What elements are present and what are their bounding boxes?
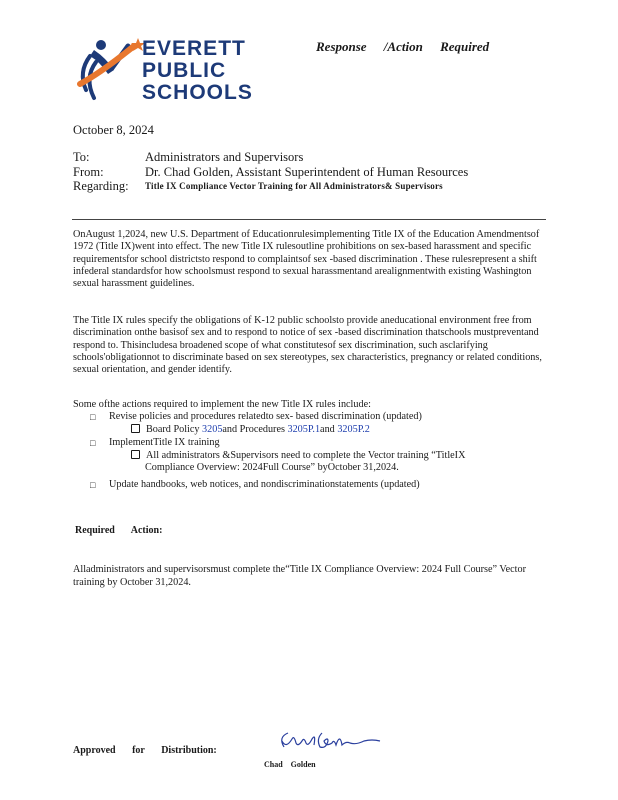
policy-3205-link[interactable]: 3205 [202,424,223,435]
approved-for-distribution-label: Approved for Distribution: [73,745,217,756]
action-item-update-handbooks [90,479,539,491]
action-item-implement-training [90,437,539,449]
action-item-text: Revise policies and procedures relatedto sex- based discrimination (updated) [109,411,422,422]
sub-bullet-square-icon [131,450,140,459]
training-subitem-text: All administrators &Supervisors need to complete the Vector training “TitleIX Compliance Overview: 2024Full Course” byOctober 31,2024. [145,450,466,474]
required-action-text: Alladministrators and supervisorsmust complete the“Title IX Compliance Overview: 2024 Full Course” Vector training by October 31,2024. [73,564,526,588]
logo-word-everett: EVERETT [142,37,246,60]
from-value: Dr. Chad Golden, Assistant Superintendent of Human Resources [145,165,469,179]
paragraph-title-ix-obligations: The Title IX rules specify the obligations of K-12 public schoolsto provide aneducational environment free from discrimination onthe basisof sex and to respond to notice of sex -based discrimination thatschools mustpreventand respond to. Thisincludesa broadened scope of what constitutesof sex discrimination, such asclarifying schools'obligationnot to discriminate based on sex stereotypes, sex characteristics, pregnancy or related conditions, sexual orientation, and gender identify. [73,315,542,376]
action-item-revise-policies [90,411,539,423]
action-item-text: Update handbooks, web notices, and nondiscriminationstatements (updated) [109,479,420,490]
sub-bullet-square-icon [131,424,140,433]
action-subitem-policies [131,424,531,436]
regarding-value: Title IX Compliance Vector Training for All Administrators& Supervisors [145,181,443,191]
memo-date: October 8, 2024 [73,123,154,137]
logo-figure-icon [72,32,152,112]
procedures-text: and Procedures [222,424,285,435]
header-divider [72,219,546,220]
paragraph-title-ix-intro: OnAugust 1,2024, new U.S. Department of Educationrulesimplementing Title IX of the Education Amendmentsof 1972 (Title IX)went into effect. The new Title IX rulesoutline prohibitions on sex-based harassment and specific requirementsfor school districtsto respond to complaintsof sex -based discrimination . These rulesrepresent a shift infederal standardsfor how schoolsmust respond to sexual harassmentand arealignmentwith existing Washington sexual harassment guidelines. [73,229,540,290]
logo-word-schools: SCHOOLS [142,81,253,104]
district-logo [72,32,262,112]
board-policy-prefix: Board Policy [146,424,200,435]
action-subitem-training [131,450,485,475]
action-item-text: ImplementTitle IX training [109,437,220,448]
bullet-box-icon: □ [90,438,96,448]
to-label: To: [73,150,90,164]
procedure-3205p2-link[interactable]: 3205P.2 [337,424,370,435]
procedure-3205p1-link[interactable]: 3205P.1 [287,424,321,435]
bullet-box-icon: □ [90,480,96,490]
regarding-label: Regarding: [73,179,129,193]
and-text: and [320,424,335,435]
logo-word-public: PUBLIC [142,59,227,82]
from-label: From: [73,165,104,179]
to-value: Administrators and Supervisors [145,150,304,164]
bullet-box-icon: □ [90,412,96,422]
signer-name: Chad Golden [264,760,316,769]
required-action-heading: Required Action: [75,525,163,536]
actions-intro: Some ofthe actions required to implement the new Title IX rules include: [73,399,371,410]
signature-image [276,729,386,755]
response-required-tag: Response /Action Required [316,39,490,54]
